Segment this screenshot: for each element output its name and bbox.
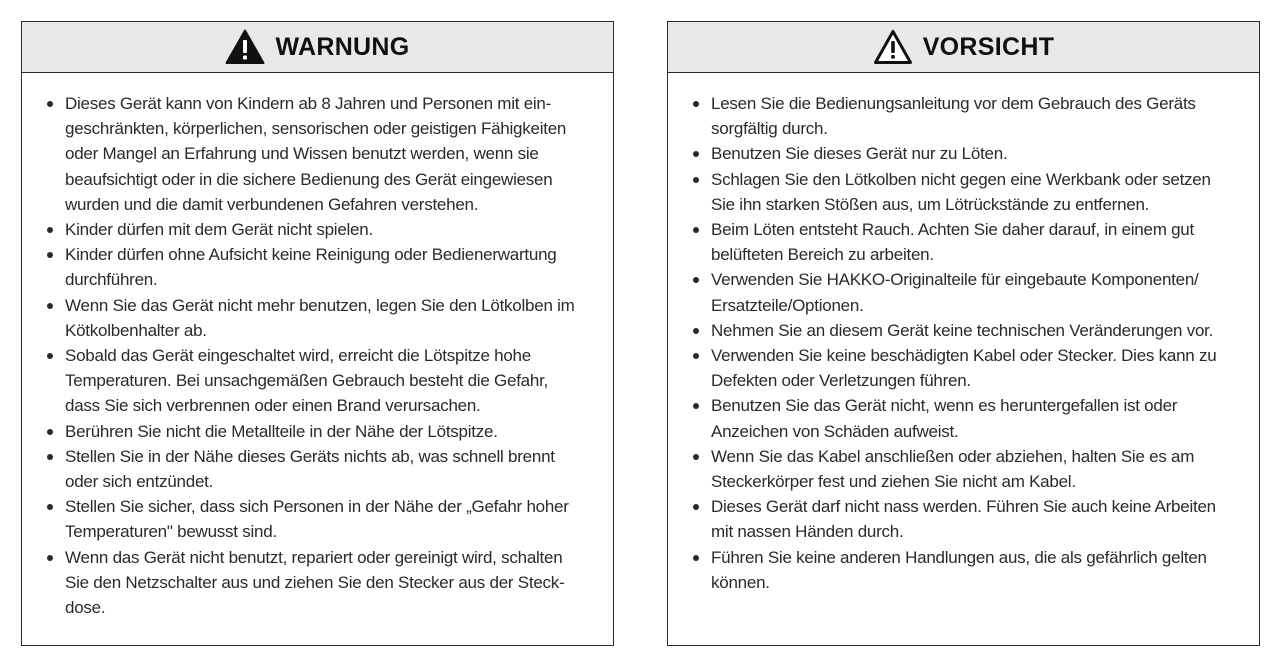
list-item-line: Sie den Netzschalter aus und ziehen Sie den Stecker aus der Steck- <box>65 572 565 592</box>
list-item <box>44 419 599 444</box>
list-item-line: können. <box>711 572 770 592</box>
list-item-line: Wenn Sie das Kabel anschließen oder abziehen, halten Sie es am <box>711 446 1195 466</box>
bullet-icon <box>47 504 53 510</box>
bullet-icon <box>693 403 699 409</box>
list-item-line: Nehmen Sie an diesem Gerät keine technischen Veränderungen vor. <box>711 320 1214 340</box>
list-item-line: oder Mangel an Erfahrung und Wissen benutzt werden, wenn sie <box>65 144 539 164</box>
bullet-icon <box>47 454 53 460</box>
bullet-icon <box>47 227 53 233</box>
bullet-icon <box>47 101 53 107</box>
list-item <box>690 393 1245 443</box>
list-item <box>690 343 1245 393</box>
list-item-line: geschränkten, körperlichen, sensorischen oder geistigen Fähigkeiten <box>65 119 567 139</box>
list-item-line: Schlagen Sie den Lötkolben nicht gegen eine Werkbank oder setzen <box>711 169 1211 189</box>
warning-filled-icon <box>225 29 265 65</box>
warning-title: WARNUNG <box>275 32 410 61</box>
list-item <box>44 545 599 621</box>
caution-outline-icon <box>873 29 913 65</box>
bullet-icon <box>693 101 699 107</box>
bullet-icon <box>693 454 699 460</box>
caution-title: VORSICHT <box>922 32 1055 61</box>
bullet-icon <box>47 353 53 359</box>
caution-header <box>668 22 1259 73</box>
list-item-line: Anzeichen von Schäden aufweist. <box>711 421 959 441</box>
list-item-line: Dieses Gerät kann von Kindern ab 8 Jahren und Personen mit ein- <box>65 94 552 113</box>
list-item-line: Wenn Sie das Gerät nicht mehr benutzen, legen Sie den Lötkolben im <box>65 295 575 315</box>
list-item-line: sorgfältig durch. <box>711 119 828 139</box>
list-item <box>690 91 1245 141</box>
list-item-line: Sobald das Gerät eingeschaltet wird, erreicht die Lötspitze hohe <box>65 346 531 366</box>
list-item <box>44 91 599 217</box>
list-item-line: Stellen Sie in der Nähe dieses Geräts nichts ab, was schnell brennt <box>65 446 555 466</box>
list-item-line: Dieses Gerät darf nicht nass werden. Führen Sie auch keine Arbeiten <box>711 497 1216 517</box>
list-item-line: mit nassen Händen durch. <box>711 522 904 542</box>
list-item <box>44 494 599 544</box>
list-item-line: Lesen Sie die Bedienungsanleitung vor dem Gebrauch des Geräts <box>711 94 1196 113</box>
bullet-icon <box>47 555 53 561</box>
list-item-line: belüfteten Bereich zu arbeiten. <box>711 245 934 265</box>
bullet-icon <box>47 429 53 435</box>
bullet-icon <box>693 151 699 157</box>
list-item <box>690 494 1245 544</box>
warning-header <box>22 22 613 73</box>
bullet-icon <box>693 504 699 510</box>
list-item <box>44 293 599 343</box>
bullet-icon <box>47 303 53 309</box>
caution-list <box>668 73 1259 595</box>
list-item <box>690 444 1245 494</box>
bullet-icon <box>693 328 699 334</box>
list-item <box>690 318 1245 343</box>
list-item-line: Sie ihn starken Stößen aus, um Lötrückstände zu entfernen. <box>711 194 1150 214</box>
list-item-line: Temperaturen" bewusst sind. <box>65 522 277 542</box>
bullet-icon <box>693 277 699 283</box>
list-item-line: dose. <box>65 598 106 618</box>
list-item-line: Kinder dürfen mit dem Gerät nicht spielen. <box>65 220 373 240</box>
list-item-line: Beim Löten entsteht Rauch. Achten Sie daher darauf, in einem gut <box>711 220 1194 240</box>
list-item <box>44 217 599 242</box>
list-item-line: Temperaturen. Bei unsachgemäßen Gebrauch besteht die Gefahr, <box>65 371 549 391</box>
bullet-icon <box>693 227 699 233</box>
caution-panel <box>667 21 1260 646</box>
list-item <box>690 167 1245 217</box>
list-item-line: Benutzen Sie das Gerät nicht, wenn es heruntergefallen ist oder <box>711 396 1178 416</box>
list-item-line: Verwenden Sie HAKKO-Originalteile für eingebaute Komponenten/ <box>711 270 1199 290</box>
list-item <box>690 545 1245 595</box>
list-item-line: Kötkolbenhalter ab. <box>65 320 207 340</box>
list-item-line: Führen Sie keine anderen Handlungen aus, die als gefährlich gelten <box>711 547 1207 567</box>
list-item-line: Verwenden Sie keine beschädigten Kabel oder Stecker. Dies kann zu <box>711 346 1217 366</box>
list-item <box>44 444 599 494</box>
list-item <box>690 267 1245 317</box>
list-item <box>690 141 1245 166</box>
list-item <box>44 343 599 419</box>
list-item-line: Wenn das Gerät nicht benutzt, repariert oder gereinigt wird, schalten <box>65 547 563 567</box>
list-item-line: wurden und die damit verbundenen Gefahren verstehen. <box>65 194 479 214</box>
list-item <box>44 242 599 292</box>
bullet-icon <box>47 252 53 258</box>
list-item-line: durchführen. <box>65 270 158 290</box>
list-item-line: dass Sie sich verbrennen oder einen Brand verursachen. <box>65 396 481 416</box>
list-item-line: Ersatzteile/Optionen. <box>711 295 864 315</box>
bullet-icon <box>693 353 699 359</box>
warning-panel <box>21 21 614 646</box>
list-item-line: beaufsichtigt oder in die sichere Bedienung des Gerät eingewiesen <box>65 169 553 189</box>
list-item-line: oder sich entzündet. <box>65 472 214 492</box>
list-item-line: Benutzen Sie dieses Gerät nur zu Löten. <box>711 144 1008 164</box>
list-item <box>690 217 1245 267</box>
list-item-line: Berühren Sie nicht die Metallteile in der Nähe der Lötspitze. <box>65 421 498 441</box>
bullet-icon <box>693 177 699 183</box>
list-item-line: Defekten oder Verletzungen führen. <box>711 371 971 391</box>
warning-list <box>22 73 613 620</box>
list-item-line: Steckerkörper fest und ziehen Sie nicht am Kabel. <box>711 472 1076 492</box>
bullet-icon <box>693 555 699 561</box>
list-item-line: Kinder dürfen ohne Aufsicht keine Reinigung oder Bedienerwartung <box>65 245 557 265</box>
list-item-line: Stellen Sie sicher, dass sich Personen in der Nähe der „Gefahr hoher <box>65 497 569 517</box>
